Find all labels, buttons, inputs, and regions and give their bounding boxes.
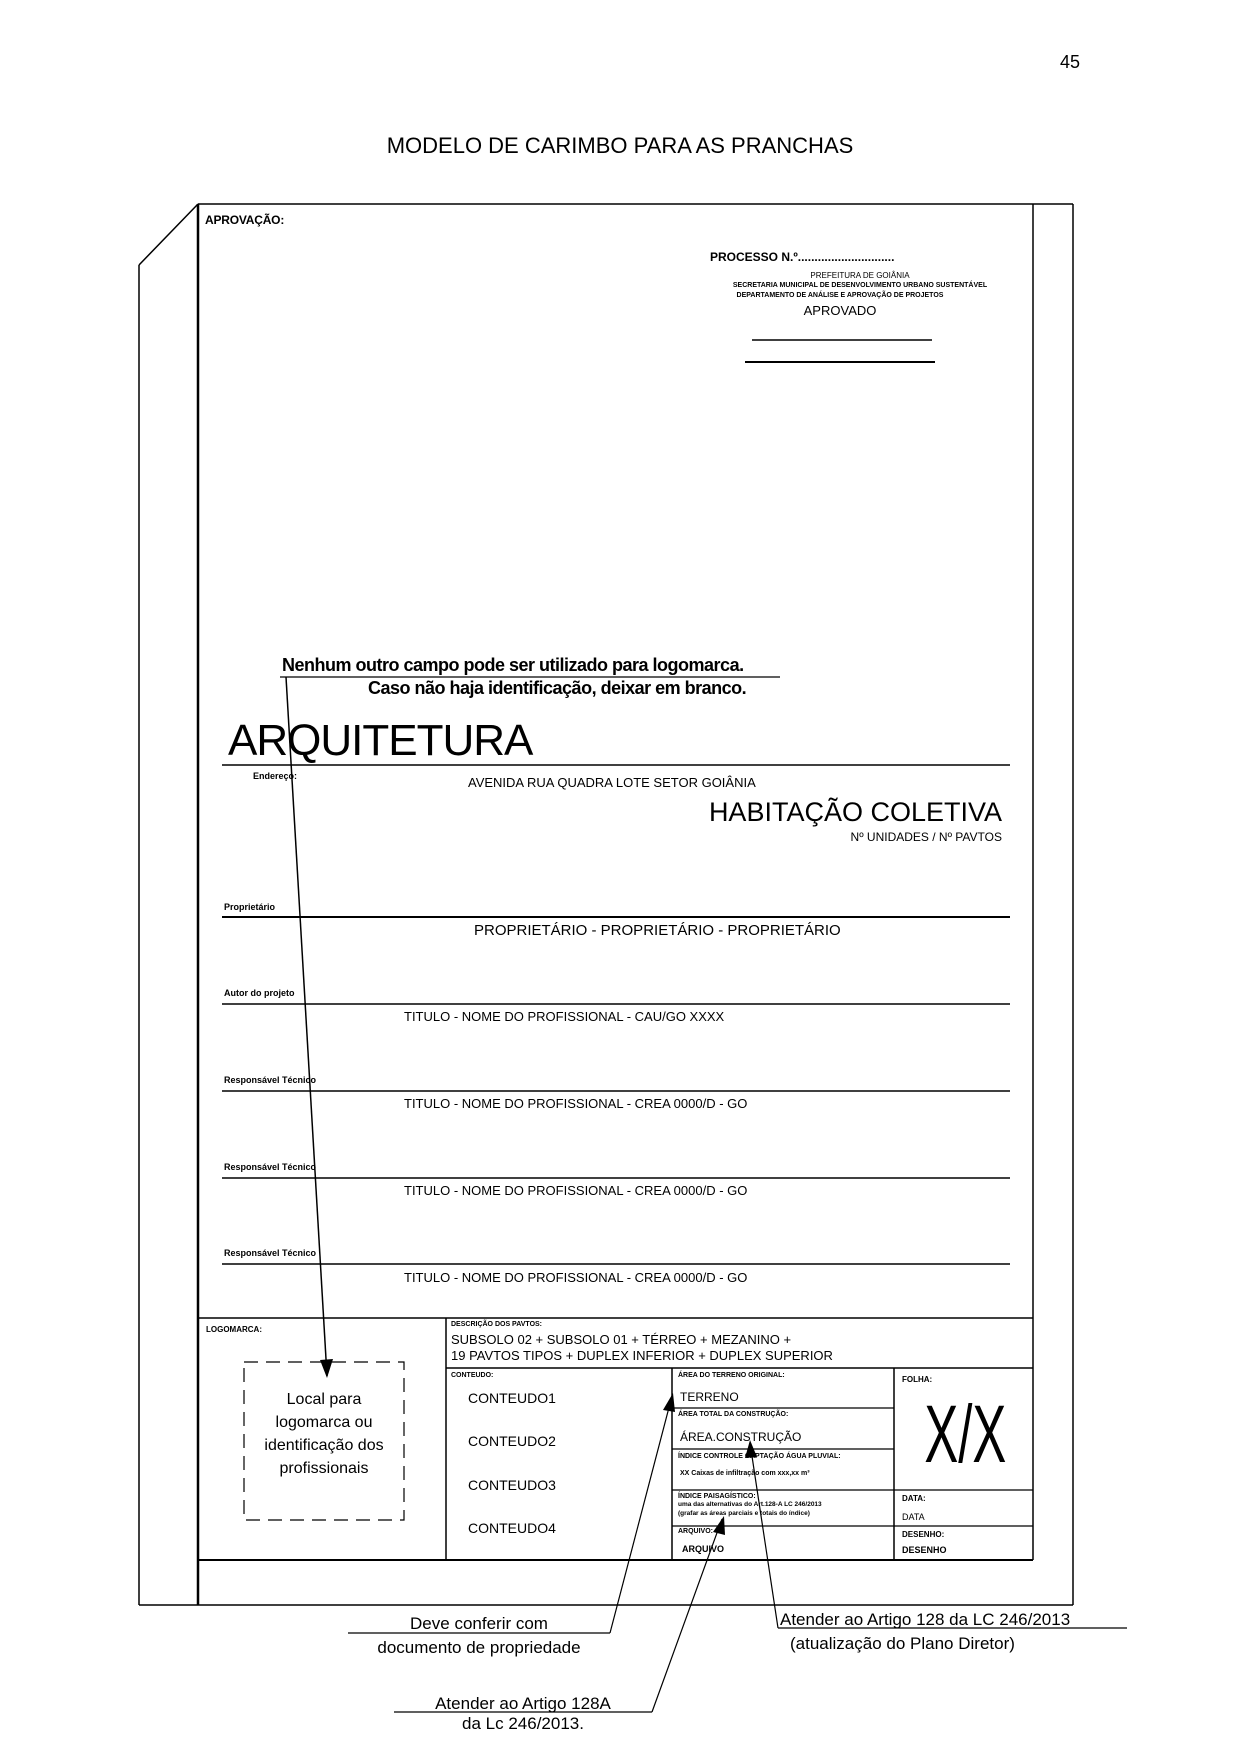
logo-note-line2: Caso não haja identificação, deixar em branco. — [368, 678, 747, 698]
discipline-title: ARQUITETURA — [228, 716, 533, 765]
logo-placeholder-line: logomarca ou — [275, 1414, 373, 1431]
art128a-note-line2: da Lc 246/2013. — [462, 1714, 584, 1733]
conteudo-item: CONTEUDO1 — [468, 1390, 556, 1406]
desenho-value: DESENHO — [902, 1545, 947, 1555]
property-note-line1: Deve conferir com — [410, 1614, 548, 1633]
area-terreno-label: ÁREA DO TERRENO ORIGINAL: — [678, 1372, 785, 1379]
folha-value: X/X — [924, 1389, 1007, 1480]
resp-value-3: TITULO - NOME DO PROFISSIONAL - CREA 0000/D - GO — [404, 1270, 748, 1285]
area-terreno-value: TERRENO — [680, 1390, 739, 1404]
logo-placeholder — [244, 1388, 404, 1480]
page-title: MODELO DE CARIMBO PARA AS PRANCHAS — [386, 133, 854, 158]
indice-agua-label: ÍNDICE CONTROLE CAPTAÇÃO ÁGUA PLUVIAL: — [678, 1453, 841, 1460]
autor-value: TITULO - NOME DO PROFISSIONAL - CAU/GO XXXX — [404, 1009, 725, 1024]
art128a-note-line1: Atender ao Artigo 128A — [435, 1694, 611, 1713]
art128-note-line1: Atender ao Artigo 128 da LC 246/2013 — [780, 1610, 1071, 1629]
property-note-line2: documento de propriedade — [377, 1638, 581, 1657]
endereco-label: Endereço: — [253, 771, 298, 781]
conteudo-item: CONTEUDO3 — [468, 1477, 556, 1493]
data-label: DATA: — [902, 1494, 926, 1503]
conteudo-item: CONTEUDO4 — [468, 1520, 556, 1536]
indice-pais-value1: uma das alternativas do Art.128-A LC 246/2013 — [678, 1501, 822, 1508]
folha-label: FOLHA: — [902, 1375, 933, 1384]
logo-placeholder-line: profissionais — [279, 1460, 369, 1477]
approval-label: APROVAÇÃO: — [205, 213, 285, 227]
art128-note-line2: (atualização do Plano Diretor) — [790, 1634, 1015, 1653]
logo-note-line1: Nenhum outro campo pode ser utilizado para logomarca. — [282, 655, 744, 675]
resp-label-3: Responsável Técnico — [224, 1248, 317, 1258]
indice-pais-value2: (grafar as áreas parciais e totais do índice) — [678, 1510, 810, 1517]
data-value: DATA — [902, 1512, 925, 1522]
conteudo-label: CONTEUDO: — [451, 1372, 494, 1379]
proprietario-label: Proprietário — [224, 902, 276, 912]
desenho-label: DESENHO: — [902, 1530, 945, 1539]
prefeitura-name: PREFEITURA DE GOIÂNIA — [810, 271, 910, 280]
departamento-name: DEPARTAMENTO DE ANÁLISE E APROVAÇÃO DE PROJETOS — [736, 292, 944, 299]
area-construcao-label: ÁREA TOTAL DA CONSTRUÇÃO: — [678, 1411, 789, 1418]
resp-label-1: Responsável Técnico — [224, 1075, 317, 1085]
indice-agua-value: XX Caixas de infiltração com xxx,xx m³ — [680, 1470, 810, 1477]
project-type: HABITAÇÃO COLETIVA — [708, 797, 1002, 827]
pavtos-line2: 19 PAVTOS TIPOS + DUPLEX INFERIOR + DUPLEX SUPERIOR — [451, 1348, 833, 1363]
resp-value-1: TITULO - NOME DO PROFISSIONAL - CREA 0000/D - GO — [404, 1096, 748, 1111]
indice-pais-label: ÍNDICE PAISAGÍSTICO: — [678, 1493, 756, 1500]
resp-label-2: Responsável Técnico — [224, 1162, 317, 1172]
area-construcao-value: ÁREA.CONSTRUÇÃO — [680, 1430, 802, 1444]
proprietario-value: PROPRIETÁRIO - PROPRIETÁRIO - PROPRIETÁRIO — [474, 922, 841, 939]
arquivo-value: ARQUIVO — [682, 1544, 725, 1554]
processo-number: PROCESSO N.º............................. — [710, 250, 895, 264]
resp-value-2: TITULO - NOME DO PROFISSIONAL - CREA 0000/D - GO — [404, 1183, 748, 1198]
units-floors: Nº UNIDADES / Nº PAVTOS — [850, 830, 1002, 844]
conteudo-item: CONTEUDO2 — [468, 1433, 556, 1449]
logo-placeholder-line: identificação dos — [264, 1437, 384, 1454]
logo-placeholder-line: Local para — [286, 1391, 362, 1408]
pavtos-line1: SUBSOLO 02 + SUBSOLO 01 + TÉRREO + MEZANINO + — [451, 1332, 792, 1347]
endereco-value: AVENIDA RUA QUADRA LOTE SETOR GOIÂNIA — [468, 775, 756, 790]
aprovado-label: APROVADO — [803, 303, 877, 318]
arquivo-label: ARQUIVO: — [678, 1528, 713, 1535]
page-number: 45 — [1060, 52, 1081, 72]
logomarca-label: LOGOMARCA: — [206, 1325, 262, 1334]
autor-label: Autor do projeto — [224, 988, 295, 998]
secretaria-name: SECRETARIA MUNICIPAL DE DESENVOLVIMENTO URBANO SUSTENTÁVEL — [732, 282, 988, 289]
pavtos-label: DESCRIÇÃO DOS PAVTOS: — [451, 1321, 543, 1328]
